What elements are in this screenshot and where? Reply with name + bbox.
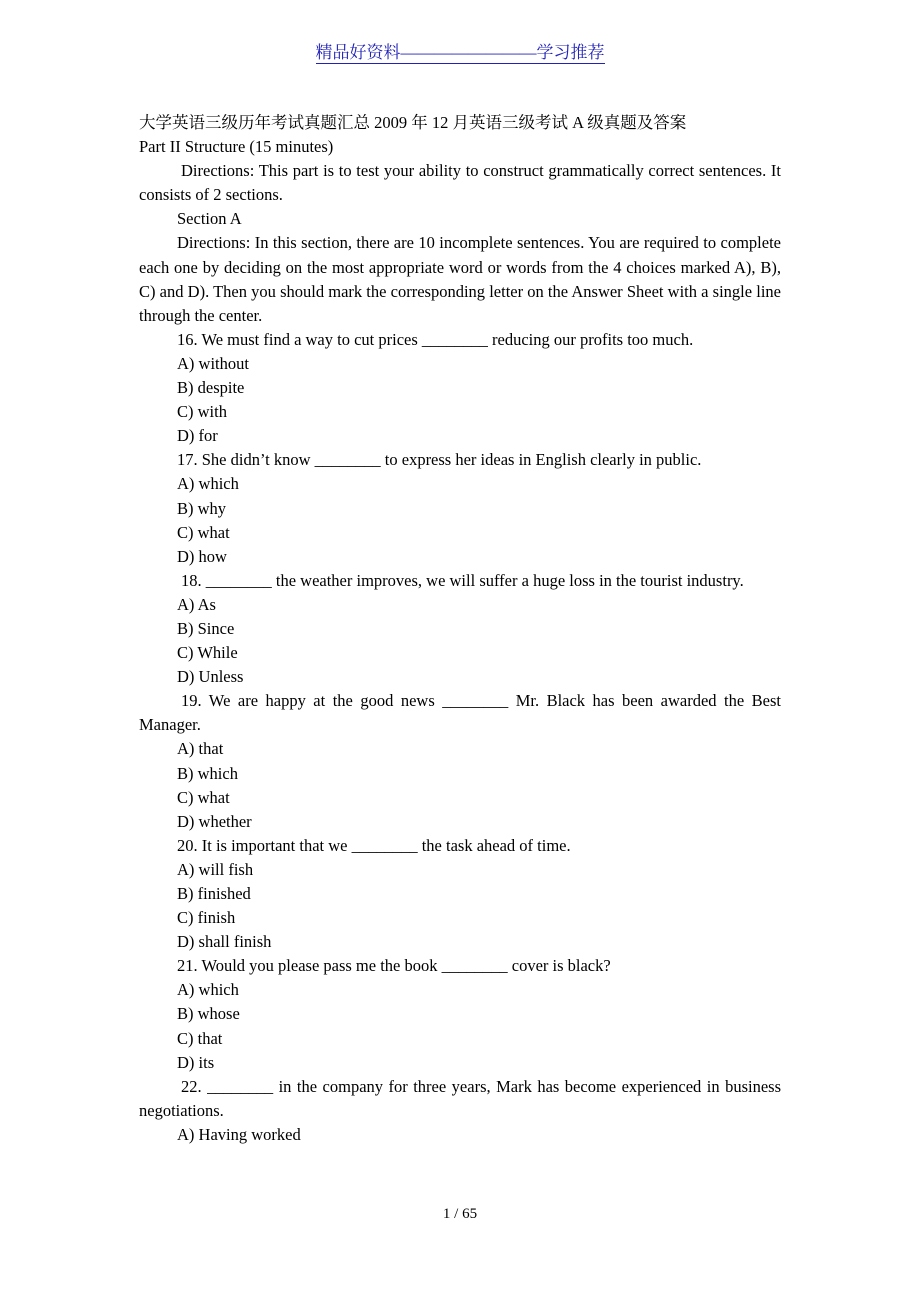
question-stem: 16. We must find a way to cut prices ________ reducing our profits too much. [177,329,694,349]
answer-option: A) will fish [177,859,254,879]
answer-option: C) that [177,1028,223,1048]
answer-option: D) its [177,1052,215,1072]
answer-option: B) why [177,498,227,518]
section-directions: Directions: In this section, there are 10 incomplete sentences. You are required to complete each one by deciding on the most appropriate word or words from the 4 choices marked A), B), C) and D). Then you should mark the corresponding letter on the Answer Sheet with a single line through the center. [139,233,781,325]
page-header [0,38,920,63]
answer-option: B) whose [177,1004,240,1024]
answer-option: B) Since [177,618,235,638]
answer-option: A) As [177,594,216,614]
answer-option: D) whether [177,811,252,831]
question-stem: 17. She didn’t know ________ to express her ideas in English clearly in public. [177,450,702,470]
answer-option: A) Having worked [177,1124,301,1144]
header-text: 精品好资料————————学习推荐 [315,43,605,62]
answer-option: C) what [177,787,230,807]
question-stem: 19. We are happy at the good news ________ Mr. Black has been awarded the Best Manager. [139,691,781,735]
question-stem: 18. ________ the weather improves, we will suffer a huge loss in the tourist industry. [181,570,744,590]
answer-option: A) which [177,980,239,1000]
answer-option: D) for [177,426,218,446]
document-body [139,111,781,1147]
question-stem: 22. ________ in the company for three years, Mark has become experienced in business negotiations. [139,1076,781,1120]
page-number: 1 / 65 [442,1206,478,1222]
answer-option: C) finish [177,908,236,928]
directions-intro: Directions: This part is to test your ability to construct grammatically correct sentences. It consists of 2 sections. [139,161,781,205]
answer-option: D) Unless [177,667,244,687]
question-stem: 21. Would you please pass me the book ________ cover is black? [177,956,611,976]
question-stem: 20. It is important that we ________ the task ahead of time. [177,835,571,855]
answer-option: D) shall finish [177,932,272,952]
answer-option: B) which [177,763,238,783]
answer-option: A) without [177,353,249,373]
document-title: 大学英语三级历年考试真题汇总 2009 年 12 月英语三级考试 A 级真题及答案 [139,113,687,132]
answer-option: A) which [177,474,239,494]
answer-option: C) what [177,522,230,542]
section-heading: Section A [177,209,242,229]
answer-option: B) finished [177,884,251,903]
answer-option: D) how [177,546,227,566]
answer-option: B) despite [177,378,245,398]
part-heading: Part II Structure (15 minutes) [139,137,334,157]
answer-option: C) While [177,643,238,663]
answer-option: A) that [177,739,224,759]
answer-option: C) with [177,402,227,422]
